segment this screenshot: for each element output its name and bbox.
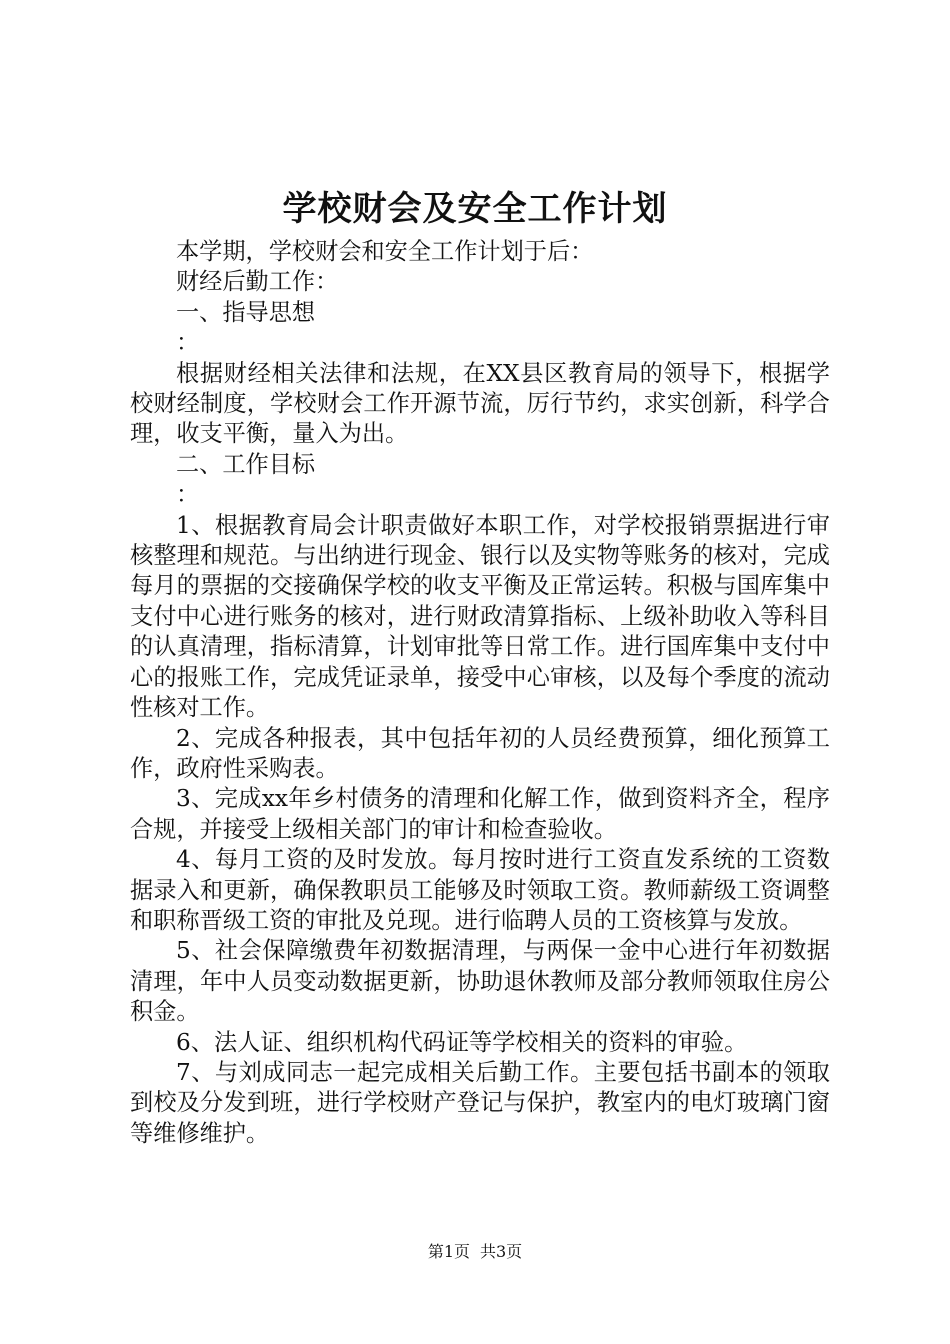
page-total: 共3页 bbox=[480, 1242, 523, 1261]
paragraph-intro: 本学期，学校财会和安全工作计划于后： bbox=[176, 238, 594, 265]
document-title: 学校财会及安全工作计划 bbox=[282, 189, 668, 229]
document-body bbox=[130, 237, 830, 1149]
list-item-goal-4: 4、每月工资的及时发放。每月按时进行工资直发系统的工资数据录入和更新，确保教职员工能够及时领取工资。教师薪级工资调整和职称晋级工资的审批及兑现。进行临聘人员的工资核算与发放。 bbox=[130, 846, 830, 934]
list-item-goal-6: 6、法人证、组织机构代码证等学校相关的资料的审验。 bbox=[176, 1028, 748, 1056]
list-item-goal-7: 7、与刘成同志一起完成相关后勤工作。主要包括书副本的领取到校及分发到班，进行学校财产登记与保护，教室内的电灯玻璃门窗等维修维护。 bbox=[130, 1058, 830, 1147]
paragraph-guiding-thought: 根据财经相关法律和法规，在XX县区教育局的领导下，根据学校财经制度，学校财会工作开源节流，厉行节约，求实创新，科学合理，收支平衡，量入为出。 bbox=[130, 359, 830, 448]
page-number: 第1页 bbox=[427, 1242, 470, 1261]
page-footer bbox=[0, 1242, 950, 1262]
list-item-goal-5: 5、社会保障缴费年初数据清理，与两保一金中心进行年初数据清理，年中人员变动数据更新，协助退休教师及部分教师领取住房公积金。 bbox=[130, 937, 830, 1026]
list-item-goal-2: 2、完成各种报表，其中包括年初的人员经费预算，细化预算工作，政府性采购表。 bbox=[130, 724, 830, 782]
paragraph-colon: ： bbox=[176, 329, 200, 357]
list-item-goal-1: 1、根据教育局会计职责做好本职工作，对学校报销票据进行审核整理和规范。与出纳进行现金、银行以及实物等账务的核对，完成每月的票据的交接确保学校的收支平衡及正常运转。积极与国库集中支付中心进行账务的核对，进行财政清算指标、上级补助收入等科目的认真清理，指标清算，计划审批等日常工作。进行国库集中支付中心的报账工作，完成凭证录单，接受中心审核，以及每个季度的流动性核对工作。 bbox=[130, 511, 830, 722]
heading-work-goals: 二、工作目标 bbox=[176, 450, 316, 478]
list-item-goal-3: 3、完成xx年乡村债务的清理和化解工作，做到资料齐全，程序合规，并接受上级相关部门的审计和检查验收。 bbox=[130, 785, 830, 843]
paragraph-colon: ： bbox=[176, 481, 200, 509]
paragraph-section-finance: 财经后勤工作： bbox=[176, 268, 339, 296]
heading-guiding-thought: 一、指导思想 bbox=[176, 298, 316, 326]
